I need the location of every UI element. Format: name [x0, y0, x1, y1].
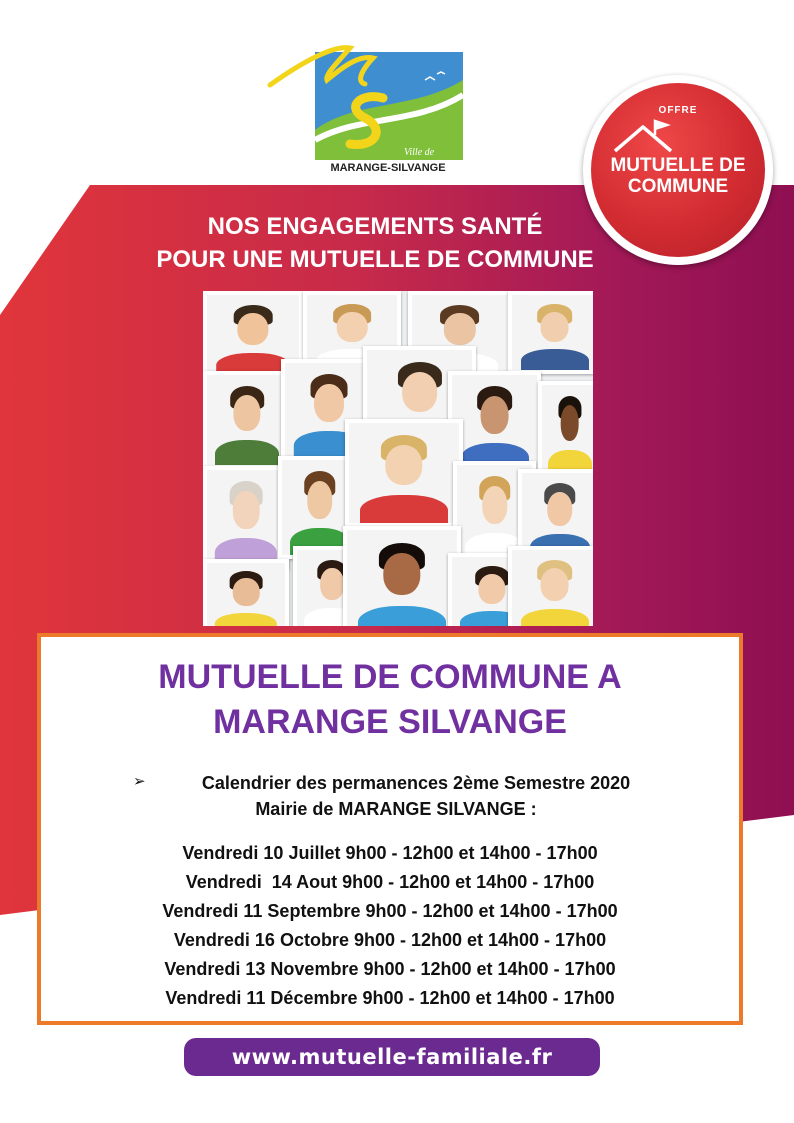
info-title [41, 655, 739, 745]
info-title-line2: MARANGE SILVANGE [213, 703, 567, 741]
date-entry: Vendredi 13 Novembre 9h00 - 12h00 et 14h00 - 17h00 [164, 959, 616, 979]
date-entry: Vendredi 11 Décembre 9h00 - 12h00 et 14h00 - 17h00 [165, 988, 615, 1008]
calendar-heading [126, 770, 666, 822]
info-box [37, 633, 743, 1025]
portrait-photo [508, 546, 593, 626]
headline-line2: POUR UNE MUTUELLE DE COMMUNE [156, 246, 594, 273]
portrait-photo [345, 419, 463, 527]
dates-list [41, 839, 739, 1013]
portrait-photo [203, 559, 289, 626]
people-photo-collage [203, 291, 593, 626]
info-title-line1: MUTUELLE DE COMMUNE A [158, 658, 622, 696]
date-entry: Vendredi 10 Juillet 9h00 - 12h00 et 14h00 - 17h00 [182, 843, 598, 863]
logo-subtitle: Ville de [404, 147, 435, 158]
badge-title-line2: COMMUNE [627, 176, 729, 197]
website-link[interactable]: www.mutuelle-familiale.fr [184, 1038, 600, 1076]
portrait-photo [538, 381, 593, 479]
calendar-heading-line2: Mairie de MARANGE SILVANGE : [255, 799, 537, 819]
arrow-bullet-icon: ➢ [133, 773, 146, 790]
date-entry: Vendredi 16 Octobre 9h00 - 12h00 et 14h00 - 17h00 [173, 930, 607, 950]
headline-line1: NOS ENGAGEMENTS SANTÉ [207, 213, 543, 240]
badge-title-line1: MUTUELLE DE [610, 155, 746, 176]
badge-title [591, 155, 765, 197]
badge-offre-label: OFFRE [658, 105, 698, 116]
portrait-photo [508, 291, 593, 374]
date-entry: Vendredi 14 Aout 9h00 - 12h00 et 14h00 - 17h00 [185, 872, 595, 892]
portrait-photo [203, 466, 289, 569]
portrait-photo [203, 371, 291, 469]
house-flag-icon [611, 119, 681, 159]
headline [90, 210, 660, 276]
portrait-photo [343, 526, 461, 626]
date-entry: Vendredi 11 Septembre 9h00 - 12h00 et 14h00 - 17h00 [162, 901, 618, 921]
logo-town-name: MARANGE-SILVANGE [330, 162, 446, 174]
calendar-heading-line1: Calendrier des permanences 2ème Semestre 2020 [201, 773, 631, 793]
